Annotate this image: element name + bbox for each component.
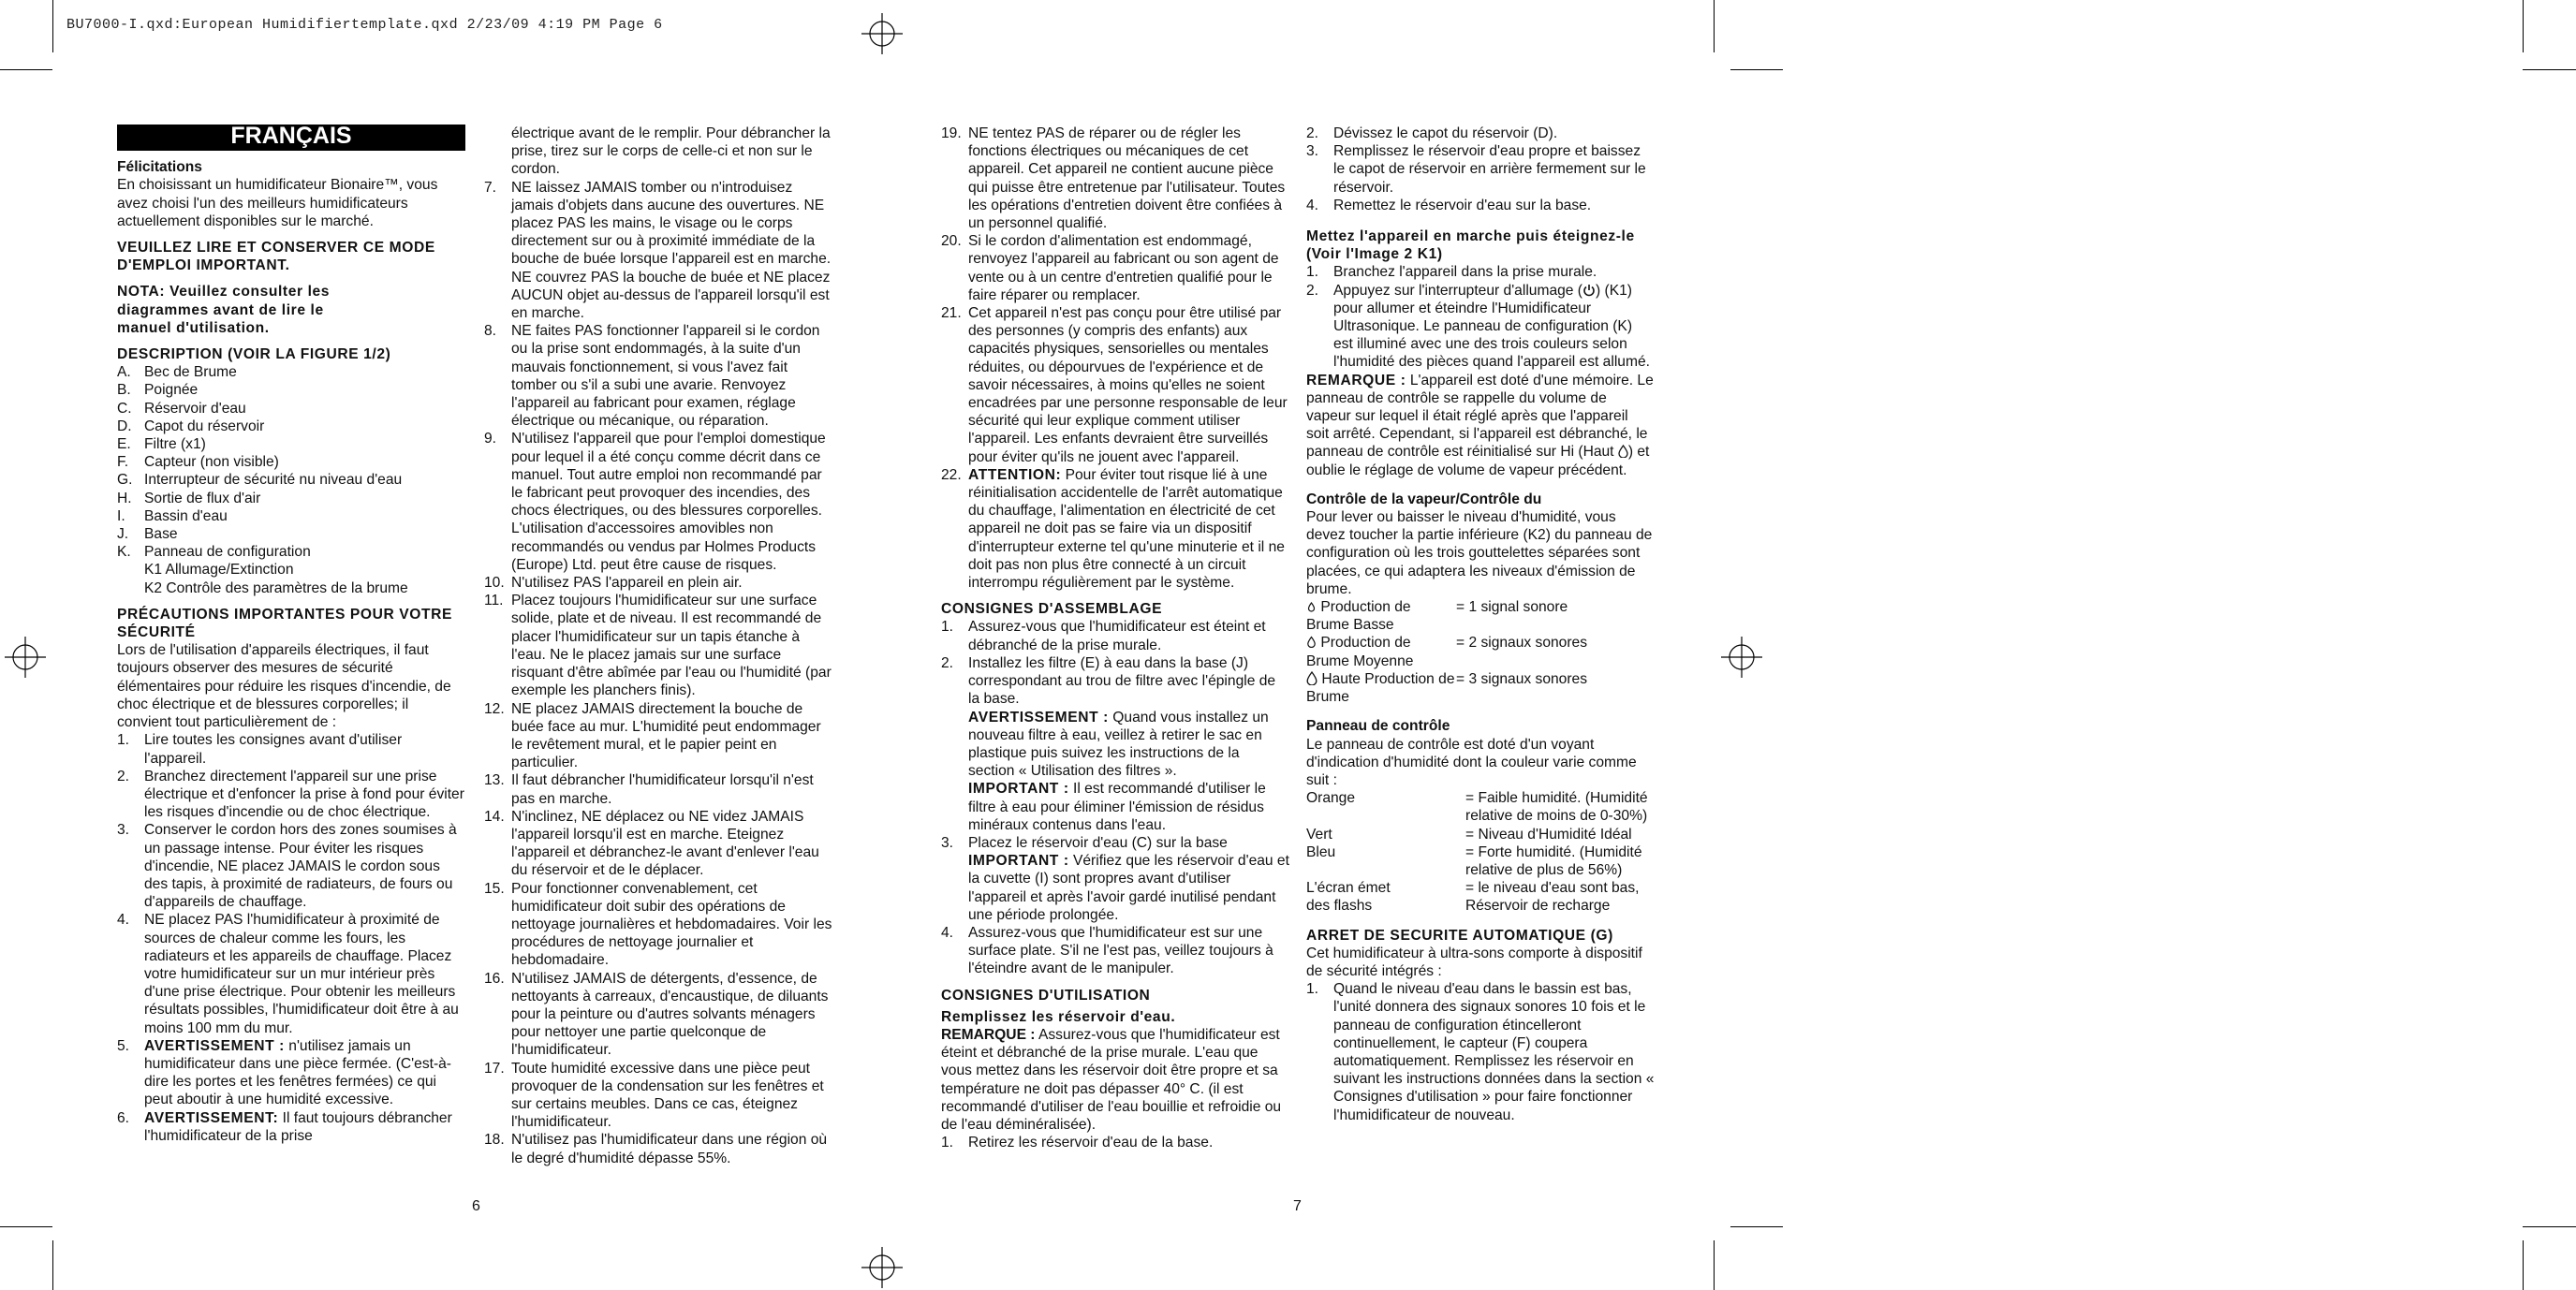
memory-note: REMARQUE : L'appareil est doté d'une mémoire. Le panneau de contrôle se rappelle du volume de vapeur sur lequel il était réglé après que l'appareil soit arrêté. Cependant, si l'appareil est débranché, le panneau de contrôle est réinitialisé sur Hi (Haut ) et oublie le réglage de volume de vapeur précédent. [1306,372,1654,478]
column-1 [117,125,465,1145]
precautions-list [117,731,465,1145]
droplet-large-icon [1306,671,1317,685]
list-item: D. Capot du réservoir [117,418,265,434]
description-list [117,363,465,561]
crop-mark [2523,1226,2576,1227]
table-row: Vert = Niveau d'Humidité Idéal [1306,826,1632,843]
list-item: 1. Branchez l'appareil dans la prise murale. [1306,264,1597,281]
list-item: 2. Dévissez le capot du réservoir (D). [1306,125,1558,141]
assembly-list-4 [941,924,1289,978]
list-item: 22. ATTENTION: Pour éviter tout risque lié à une réinitialisation accidentelle de l'arrêt automatique du chauffage, l'alimentation en électricité de cet appareil ne doit pas se faire via un dispositif d'interrupteur externe tel qu'une minuterie et il ne doit pas non plus être connecté à un circuit interrompu régulièrement par le système. [941,466,1285,592]
list-item: 2. Installez les filtre (E) à eau dans la base (J) correspondant au trou de filtre avec l'épingle de la base. [941,654,1276,708]
list-item: 3. Conserver le cordon hors des zones soumises à un passage intense. Pour éviter les risques d'incendie, NE placez JAMAIS le cordon sous des tapis, à proximité de radiateurs, de fours ou d'appareils de chauffage. [117,822,457,911]
onoff-list [1306,263,1655,371]
assembly-heading: CONSIGNES D'ASSEMBLAGE [941,601,1163,618]
registration-mark-icon [1721,637,1762,678]
table-row: Orange = Faible humidité. (Humidité relative de moins de 0-30%) [1306,790,1648,825]
list-item: 6. AVERTISSEMENT: Il faut toujours débrancher l'humidificateur de la prise [117,1109,452,1144]
fill-note: REMARQUE : Assurez-vous que l'humidificateur est éteint et débranché de la prise murale. L'eau que vous mettez dans les réservoir doit être propre et sa température ne doit pas dépasser 40° C. (il est recommandé d'utiliser de l'eau bouillie et refroidie ou de l'eau déminéralisée). [941,1026,1282,1133]
list-item: 14. N'inclinez, NE déplacez ou NE videz JAMAIS l'appareil lorsqu'il est en marche. Eteignez l'appareil et débranchez-le avant d'enlever l'eau du réservoir et de le déplacer. [484,808,819,879]
list-item: A. Bec de Brume [117,364,237,381]
column-3 [941,125,1289,1151]
auto-shutoff-text: Cet humidificateur à ultra-sons comporte à dispositif de sécurité intégrés : [1306,945,1642,979]
crop-mark [2523,69,2576,70]
precautions-intro: Lors de l'utilisation d'appareils électriques, il faut toujours observer des mesures de sécurité élémentaires pour réduire les risques d'incendie, de choc électrique et de blessures corporelles; il convient tout particulièrement de : [117,642,451,731]
page-number-right: 7 [1293,1198,1302,1214]
list-item: H. Sortie de flux d'air [117,490,261,506]
auto-shutoff-list [1306,980,1655,1124]
registration-mark-icon [861,13,903,54]
crop-mark [1714,1240,1715,1290]
table-row: Production de Brume Moyenne = 2 signaux sonores [1306,635,1588,669]
warning-note: AVERTISSEMENT : Quand vous installez un nouveau filtre à eau, veillez à retirer le sac en plastique puis suivez les instructions de la section « Utilisation des filtres ». [968,709,1269,780]
power-icon [1582,284,1596,297]
list-item: 17. Toute humidité excessive dans une pièce peut provoquer de la condensation sur les fenêtres et sur certains meubles. Dans ce cas, éteignez l'humidificateur. [484,1060,824,1131]
crop-mark [2523,0,2524,52]
list-item: I. Bassin d'eau [117,507,228,524]
list-item: B. Poignée [117,382,199,399]
felicitations-text: En choisissant un humidificateur Bionaire™, vous avez choisi l'un des meilleurs humidificateurs actuellement disponibles sur le marché. [117,177,438,229]
registration-mark-icon [861,1247,903,1288]
list-item: 2. Branchez directement l'appareil sur une prise électrique et d'enfoncer la prise à fond pour éviter les risques d'incendie ou de choc électrique. [117,768,464,821]
auto-shutoff-heading: ARRET DE SECURITE AUTOMATIQUE (G) [1306,927,1613,944]
mist-table [1306,598,1587,706]
list-item: 18. N'utilisez pas l'humidificateur dans une région où le degré d'humidité dépasse 55%. [484,1132,828,1166]
assembly-list [941,618,1289,708]
description-heading: DESCRIPTION (VOIR LA FIGURE 1/2) [117,346,391,363]
list-item: F. Capteur (non visible) [117,454,279,471]
assembly-list-3 [941,834,1289,852]
crop-mark [0,1226,52,1227]
panel-heading: Panneau de contrôle [1306,718,1450,735]
crop-mark [52,0,53,52]
table-row: Bleu = Forte humidité. (Humidité relative de plus de 56%) [1306,843,1642,878]
list-subitem: K2 Contrôle des paramètres de la brume [144,579,408,596]
crop-mark [52,1240,53,1290]
list-item: J. Base [117,526,178,543]
list-item: 19. NE tentez PAS de réparer ou de régler les fonctions électriques ou mécaniques de cet appareil. Cet appareil ne contient aucune pièce qui puisse être entretenue par l'utilisateur. Toutes les opérations d'entretien doivent être confiées à un personnel qualifié. [941,125,1286,232]
panel-text: Le panneau de contrôle est doté d'un voyant d'indication d'humidité dont la couleur varie comme suit : [1306,736,1637,788]
language-banner: FRANÇAIS [117,125,465,151]
list-item: 4. Remettez le réservoir d'eau sur la base. [1306,197,1592,213]
list-item: 4. Assurez-vous que l'humidificateur est sur une surface plate. S'il ne l'est pas, veillez toujours à l'éteindre avant de le manipuler. [941,924,1273,977]
table-row: L'écran émet des flashs = le niveau d'eau sont bas, Réservoir de recharge [1306,880,1640,915]
list-item: 16. N'utilisez JAMAIS de détergents, d'essence, de nettoyants à carreaux, d'encaustique, de diluants pour la peinture ou d'autres solvants ménagers pour nettoyer une partie quelconque de l'humidificateur. [484,970,829,1059]
important-note: IMPORTANT : Il est recommandé d'utiliser le filtre à eau pour éliminer l'émission de résidus minéraux contenus dans l'eau. [968,781,1266,833]
fill-heading: Remplissez les réservoir d'eau. [941,1008,1176,1025]
list-item: 7. NE laissez JAMAIS tomber ou n'introduisez jamais d'objets dans aucune des ouvertures. NE placez PAS les mains, le visage ou le corps directement sur ou à proximité immédiate de la bouche de buée lorsque l'appareil est en marche. NE couvrez PAS la bouche de buée et NE placez AUCUN objet au-dessus de l'appareil lorsqu'il est en marche. [484,179,832,322]
list-item: 10. N'utilisez PAS l'appareil en plein air. [484,575,743,592]
list-item: E. Filtre (x1) [117,436,206,453]
droplet-small-icon [1306,601,1317,612]
list-item: 3. Placez le réservoir d'eau (C) sur la base [941,834,1228,851]
list-item: 21. Cet appareil n'est pas conçu pour être utilisé par des personnes (y compris des enfants) aux capacités physiques, sensorielles ou mentales réduites, ou dépourvues de l'expérience et de savoir nécessaires, à moins qu'elles ne soient encadrées par une personne responsable de leur sécurité qui leur explique comment utiliser l'appareil. Les enfants devraient être surveillés pour éviter qu'ils ne jouent avec l'appareil. [941,305,1288,465]
list-item: 1. Assurez-vous que l'humidificateur est éteint et débranché de la prise murale. [941,619,1266,653]
usage-heading: CONSIGNES D'UTILISATION [941,987,1151,1004]
precautions-list-continued [484,179,832,1167]
crop-mark [1730,1226,1783,1227]
continued-text: électrique avant de le remplir. Pour débrancher la prise, tirez sur le corps de celle-ci et non sur le cordon. [511,125,831,178]
list-item: 11. Placez toujours l'humidificateur sur une surface solide, plate et de niveau. Il est recommandé de placer l'humidificateur sur un tapis étanche à l'eau. Ne le placez jamais sur une surface risquant d'être abîmée par l'eau ou l'humidité (par exemple les planchers finis). [484,593,832,699]
page-number-left: 6 [472,1198,480,1214]
onoff-heading: Mettez l'appareil en marche puis éteignez-le (Voir l'Image 2 K1) [1306,228,1635,263]
list-item: 5. AVERTISSEMENT : n'utilisez jamais un humidificateur dans une pièce fermée. (C'est-à-dire les portes et les fenêtres fermées) ce qui peut aboutir à une humidité excessive. [117,1037,452,1108]
list-item: 1. Quand le niveau d'eau dans le bassin est bas, l'unité donnera des signaux sonores 10 fois et le panneau de configuration étincelleront continuellement, le capteur (F) coupera automatiquement. Remplissez les réservoir en suivant les instructions données dans la section « Consignes d'utilisation » pour faire fonctionner l'humidificateur de nouveau. [1306,981,1655,1123]
humidity-color-table [1306,789,1653,915]
list-item: 20. Si le cordon d'alimentation est endommagé, renvoyez l'appareil au fabricant ou son agent de vente ou à un centre d'entretien qualifié pour le faire réparer ou remplacer. [941,233,1279,303]
fill-list [941,1134,1289,1151]
table-row: Production de Brume Basse = 1 signal sonore [1306,599,1568,634]
column-4 [1306,125,1655,1124]
vapor-heading: Contrôle de la vapeur/Contrôle du [1306,491,1542,507]
list-subitem: K1 Allumage/Extinction [144,562,294,579]
keep-manual-heading: VEUILLEZ LIRE ET CONSERVER CE MODE D'EMPLOI IMPORTANT. [117,240,435,274]
list-item: C. Réservoir d'eau [117,400,246,417]
nota-heading: NOTA: Veuillez consulter les diagrammes avant de lire le manuel d'utilisation. [117,284,331,336]
list-item: G. Interrupteur de sécurité nu niveau d'eau [117,472,403,489]
precautions-list-end [941,125,1289,592]
table-row: Haute Production de Brume = 3 signaux sonores [1306,670,1588,706]
list-item: 13. Il faut débrancher l'humidificateur lorsqu'il n'est pas en marche. [484,772,814,807]
list-item: 1. Lire toutes les consignes avant d'utiliser l'appareil. [117,732,403,767]
list-item: 8. NE faites PAS fonctionner l'appareil si le cordon ou la prise sont endommagés, à la suite d'un mauvais fonctionnement, si vous l'avez fait tomber ou s'il a subi une avarie. Renvoyez l'appareil au fabricant pour examen, réglage électrique ou mécanique, ou réparation. [484,323,820,430]
felicitations-heading: Félicitations [117,159,202,176]
list-item: 12. NE placez JAMAIS directement la bouche de buée face au mur. L'humidité peut endommager le revêtement mural, et le papier peint en particulier. [484,700,821,771]
important-note: IMPORTANT : Vérifiez que les réservoir d'eau et la cuvette (I) sont propres avant d'utiliser l'appareil et après l'avoir gardé inutilisé pendant une période prolongée. [968,853,1289,923]
list-item: 1. Retirez les réservoir d'eau de la base. [941,1135,1214,1151]
list-item: 4. NE placez PAS l'humidificateur à proximité de sources de chaleur comme les fours, les radiateurs et les appareils de chauffage. Placez votre humidificateur sur un mur intérieur près d'une prise électrique. Pour obtenir les meilleurs résultats possibles, l'humidificateur doit être à au moins 100 mm du mur. [117,912,459,1036]
registration-mark-icon [5,637,46,678]
print-slug: BU7000-I.qxd:European Humidifiertemplate.qxd 2/23/09 4:19 PM Page 6 [66,17,663,33]
list-item: K. Panneau de configuration [117,544,311,561]
crop-mark [2523,1240,2524,1290]
fill-list-continued [1306,125,1655,214]
list-item: 3. Remplissez le réservoir d'eau propre et baissez le capot de réservoir en arrière fermement sur le réservoir. [1306,143,1646,196]
droplet-icon [1618,445,1628,458]
precautions-heading: PRÉCAUTIONS IMPORTANTES POUR VOTRE SÉCURITÉ [117,606,452,641]
droplet-medium-icon [1306,636,1317,648]
list-item: 2. Appuyez sur l'interrupteur d'allumage ( ) (K1) pour allumer et éteindre l'Humidificateur Ultrasonique. Le panneau de configuration (K) est illuminé avec une des trois couleurs selon l'humidité des pièces quand l'appareil est allumé. [1306,282,1650,371]
crop-mark [0,69,52,70]
vapor-text: Pour lever ou baisser le niveau d'humidité, vous devez toucher la partie inférieure (K2) du panneau de configuration où les trois gouttelettes séparées sont placées, ce qui adaptera les niveaux d'émission de brume. [1306,509,1653,597]
list-item: 9. N'utilisez l'appareil que pour l'emploi domestique pour lequel il a été conçu comme décrit dans ce manuel. Tout autre emploi non recommandé par le fabricant peut provoquer des incendies, des chocs électriques, ou des blessures corporelles. L'utilisation d'accessoires amovibles non recommandés ou vendus par Holmes Products (Europe) Ltd. peut être cause de risques. [484,431,826,573]
crop-mark [1730,69,1783,70]
list-item: 15. Pour fonctionner convenablement, cet humidificateur doit subir des opérations de nettoyage journalières et hebdomadaires. Voir les procédures de nettoyage journalier et hebdomadaire. [484,880,832,969]
crop-mark [1714,0,1715,52]
column-2 [484,125,832,1167]
